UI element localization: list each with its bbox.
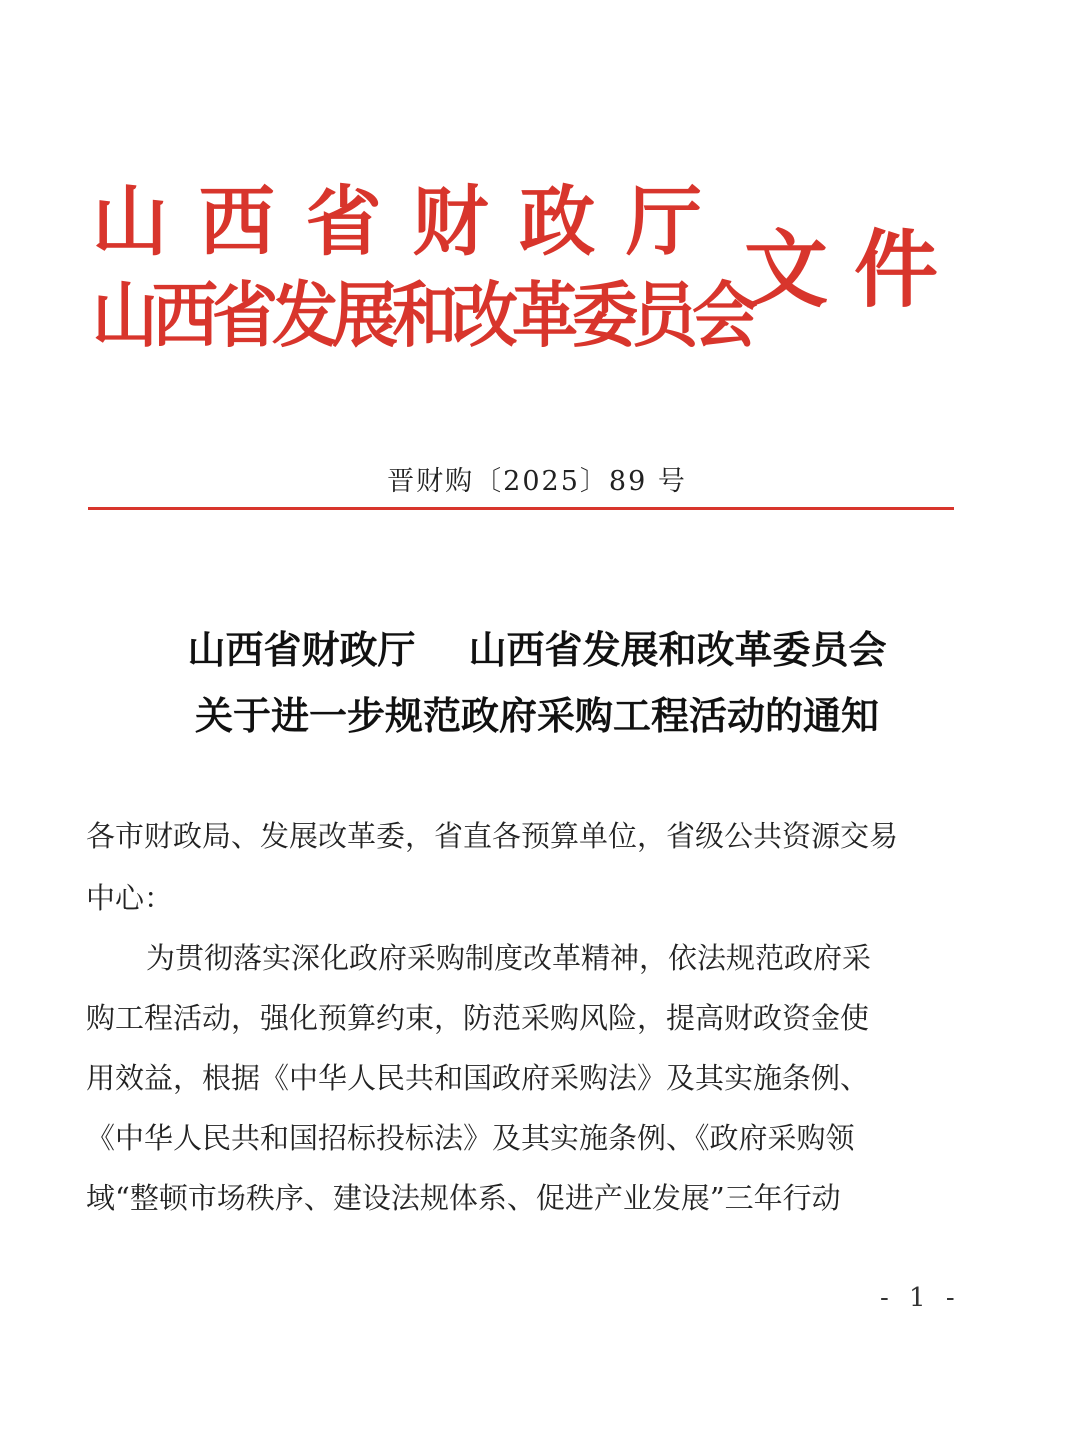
red-divider <box>88 507 954 510</box>
masthead-char: 省 <box>305 177 382 266</box>
masthead-char: 财 <box>412 177 489 266</box>
body-line: 用效益，根据《中华人民共和国政府采购法》及其实施条例、 <box>86 1061 870 1095</box>
masthead-document-label: 文件 <box>744 221 965 319</box>
red-masthead <box>92 177 965 368</box>
masthead-char: 政 <box>519 177 596 266</box>
masthead-issuer-1 <box>92 178 702 266</box>
masthead-issuer-2: 山西省发展和改革委员会 <box>92 274 752 358</box>
masthead-char: 厅 <box>625 177 702 266</box>
masthead-char: 山 <box>92 177 168 266</box>
body-line: 域“整顿市场秩序、建设法规体系、促进产业发展”三年行动 <box>86 1181 841 1215</box>
body-line: 各市财政局、发展改革委，省直各预算单位，省级公共资源交易 <box>86 819 899 853</box>
masthead-char: 西 <box>198 177 275 266</box>
body-line: 中心： <box>86 881 174 915</box>
body-line: 为贯彻落实深化政府采购制度改革精神，依法规范政府采 <box>146 941 872 975</box>
body-line: 购工程活动，强化预算约束，防范采购风险，提高财政资金使 <box>86 1001 870 1035</box>
document-number: 晋财购〔2025〕89 号 <box>387 466 687 497</box>
document-title-line-1: 山西省财政厅 山西省发展和改革委员会 <box>187 628 887 672</box>
page-number: - 1 - <box>880 1283 961 1313</box>
body-line: 《中华人民共和国招标投标法》及其实施条例、《政府采购领 <box>86 1121 855 1155</box>
document-title-line-2: 关于进一步规范政府采购工程活动的通知 <box>194 694 879 738</box>
